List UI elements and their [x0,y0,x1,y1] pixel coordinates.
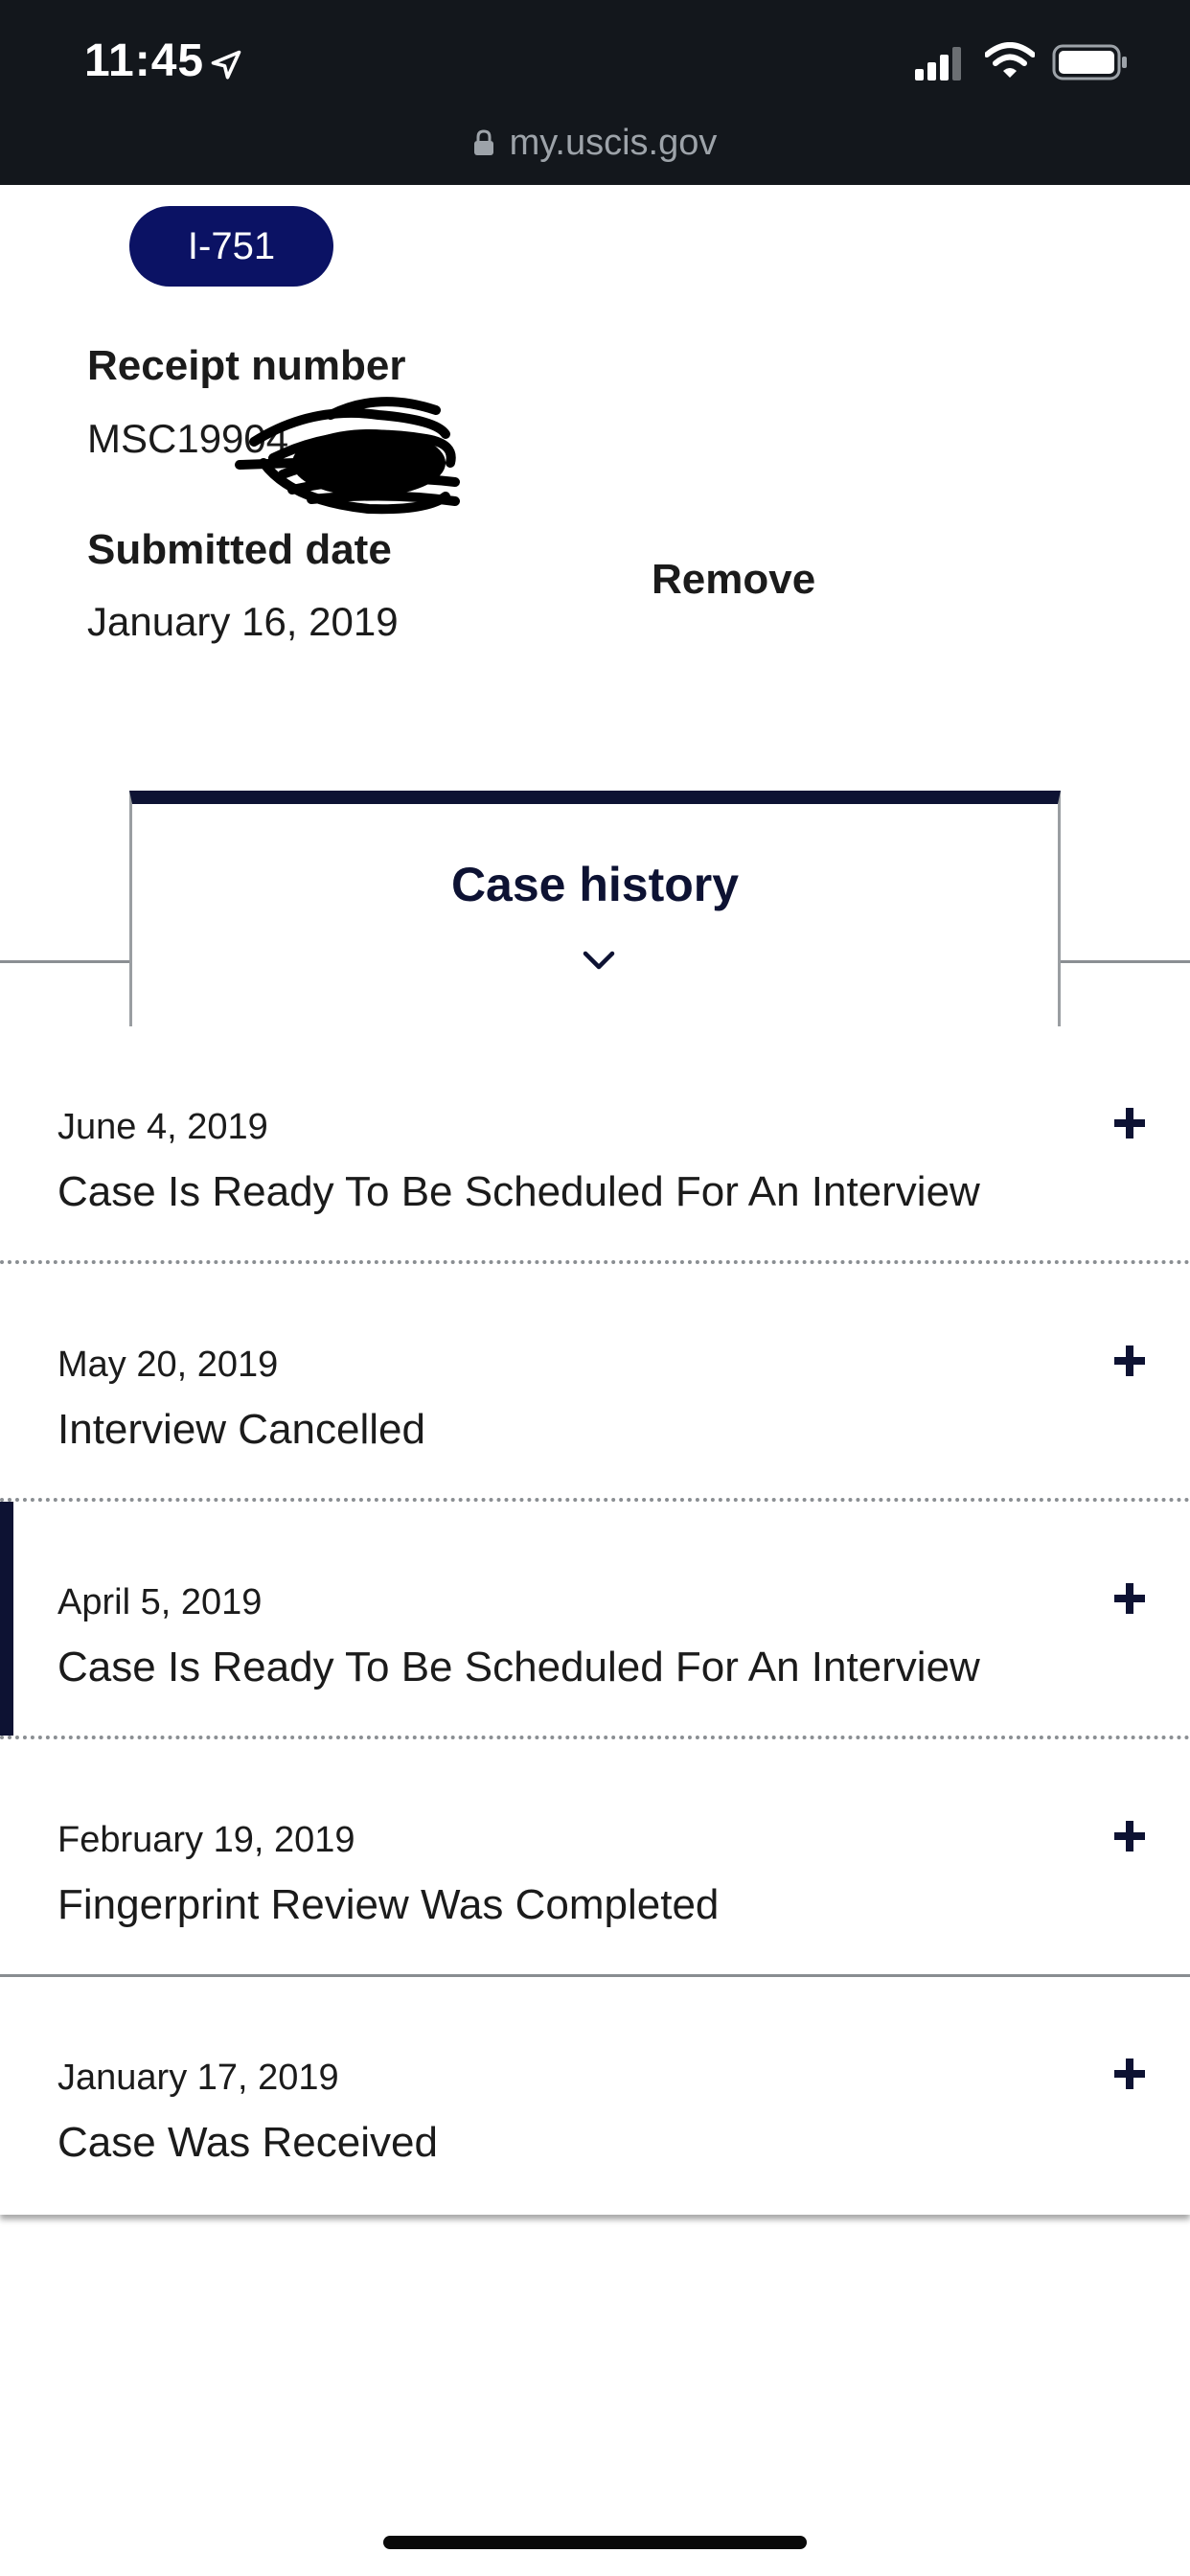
history-item[interactable] [0,1026,1190,1264]
remove-button[interactable]: Remove [652,556,816,603]
status-time: 11:45 [84,35,205,86]
lock-icon [473,129,494,156]
history-item-date: June 4, 2019 [57,1107,268,1147]
history-item-date: January 17, 2019 [57,2058,339,2098]
history-item-date: May 20, 2019 [57,1345,279,1385]
history-item-status: Case Is Ready To Be Scheduled For An Interview [57,1168,980,1215]
plus-icon[interactable] [1111,1105,1148,1141]
battery-icon [1052,44,1129,80]
submitted-date-value: January 16, 2019 [87,599,399,644]
history-item[interactable] [0,1739,1190,1977]
history-item-status: Fingerprint Review Was Completed [57,1881,720,1928]
location-arrow-icon [209,48,243,82]
receipt-number-label: Receipt number [87,342,406,389]
history-item-status: Case Was Received [57,2119,438,2166]
plus-icon[interactable] [1111,1818,1148,1854]
browser-chrome [0,0,1190,185]
history-item-active[interactable] [0,1502,1190,1739]
tab-case-history-label: Case history [450,858,740,911]
history-item-status: Case Is Ready To Be Scheduled For An Interview [57,1644,980,1690]
plus-icon[interactable] [1111,1343,1148,1379]
signal-icon [915,46,963,80]
home-indicator[interactable] [383,2536,807,2549]
address-bar[interactable] [0,123,1190,164]
history-item-status: Interview Cancelled [57,1406,425,1453]
receipt-number-value: MSC19904 [87,416,289,461]
chevron-down-icon [583,950,615,971]
submitted-date-label: Submitted date [87,526,392,573]
wifi-icon [985,42,1035,80]
history-item-date: April 5, 2019 [57,1582,263,1622]
url-text: my.uscis.gov [509,123,718,163]
form-type-badge: I-751 [129,206,333,287]
plus-icon[interactable] [1111,2056,1148,2092]
active-indicator [0,1502,13,1736]
case-history-list [0,1026,1190,2215]
redaction-scribble [235,386,465,520]
plus-icon[interactable] [1111,1580,1148,1617]
history-item-date: February 19, 2019 [57,1820,355,1860]
history-item[interactable] [0,1264,1190,1502]
history-item[interactable] [0,1977,1190,2215]
tab-case-history[interactable] [129,791,1061,1026]
